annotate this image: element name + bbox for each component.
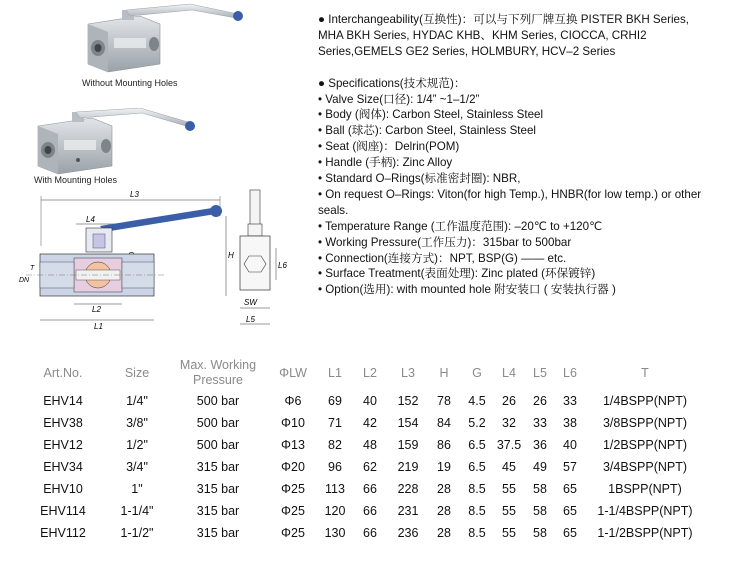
cell-g: 8.5	[468, 504, 486, 518]
interchange-line-3: Series,GEMELS GE2 Series, HOLMBURY, HCV–2 Series	[318, 44, 616, 58]
table-row	[20, 478, 706, 500]
cell-l4: 55	[502, 482, 516, 496]
cell-l4: 37.5	[496, 438, 522, 452]
cell-g: 8.5	[468, 526, 486, 540]
header-h: H	[439, 366, 449, 380]
cell-art-no: EHV10	[43, 482, 83, 496]
header-t: T	[641, 366, 649, 380]
front-view-drawing	[16, 186, 236, 336]
interchange-title: ● Interchangeability(互换性)：可以与下列厂牌互换 PISTER BKH Series,	[318, 13, 690, 26]
spec-item: • Body (阀体): Carbon Steel, Stainless Steel	[318, 108, 544, 122]
header-lw: ΦLW	[279, 366, 307, 380]
cell-l5: 58	[533, 504, 547, 518]
spec-title: ● Specifications(技术规范)：	[318, 76, 466, 90]
cell-l5: 58	[533, 482, 547, 496]
cell-art-no: EHV38	[43, 416, 83, 430]
table-header-row	[20, 356, 706, 390]
cell-lw: Φ13	[281, 438, 305, 452]
header-g: G	[472, 366, 482, 380]
spec-item: • Valve Size(口径): 1/4” ~1–1/2”	[318, 92, 480, 106]
valve-photo-icon	[70, 2, 250, 80]
cell-l5: 58	[533, 526, 547, 540]
cell-pressure: 315 bar	[196, 460, 240, 474]
label-l1: L1	[94, 322, 103, 331]
cell-size: 1/2"	[126, 438, 148, 452]
cell-pressure: 315 bar	[196, 482, 240, 496]
cell-pressure: 500 bar	[196, 394, 240, 408]
cell-l6: 65	[563, 482, 577, 496]
cell-art-no: EHV14	[43, 394, 83, 408]
cell-g: 4.5	[468, 394, 486, 408]
cell-l5: 26	[533, 394, 547, 408]
cell-l3: 236	[397, 526, 419, 540]
cell-l1: 113	[325, 482, 345, 496]
cell-t: 1/2BSPP(NPT)	[602, 438, 688, 452]
cell-t: 3/8BSPP(NPT)	[602, 416, 688, 430]
cell-lw: Φ25	[281, 482, 305, 496]
cell-h: 86	[437, 438, 451, 452]
cell-pressure: 315 bar	[196, 504, 240, 518]
header-l1: L1	[328, 366, 342, 380]
spec-item: • Working Pressure(工作压力)：315bar to 500bar	[318, 235, 572, 249]
cell-h: 28	[437, 482, 451, 496]
table-row	[20, 390, 706, 412]
spec-item: • On request O–Rings: Viton(for high Temp.), HNBR(for low temp.) or other	[318, 187, 702, 201]
cell-l4: 55	[502, 504, 516, 518]
cell-l6: 65	[563, 526, 577, 540]
cell-lw: Φ10	[281, 416, 305, 430]
table-row	[20, 522, 706, 544]
specifications-block	[318, 12, 701, 298]
cell-l2: 62	[363, 460, 377, 474]
spec-item: seals.	[318, 203, 349, 217]
cell-l3: 219	[397, 460, 419, 474]
label-l2: L2	[92, 305, 101, 314]
cell-l4: 26	[502, 394, 516, 408]
label-dn: DN	[19, 277, 30, 284]
cell-l4: 45	[502, 460, 516, 474]
cell-art-no: EHV112	[40, 526, 86, 540]
cell-l5: 36	[533, 438, 547, 452]
cell-l3: 228	[397, 482, 419, 496]
table-row	[20, 434, 706, 456]
cell-art-no: EHV114	[40, 504, 86, 518]
cell-l1: 71	[328, 416, 342, 430]
spec-item: • Seat (阀座)：Delrin(POM)	[318, 140, 460, 154]
table-row	[20, 500, 706, 522]
cell-size: 1"	[131, 482, 143, 496]
cell-l3: 231	[397, 504, 419, 518]
cell-h: 84	[437, 416, 451, 430]
cell-pressure: 500 bar	[196, 416, 240, 430]
valve-with-holes-icon	[22, 108, 202, 176]
cell-l2: 66	[363, 526, 377, 540]
cell-l1: 69	[328, 394, 342, 408]
cell-l2: 42	[363, 416, 377, 430]
label-sw: SW	[244, 298, 257, 307]
cell-t: 1/4BSPP(NPT)	[602, 394, 688, 408]
cell-g: 8.5	[468, 482, 486, 496]
label-l6: L6	[278, 261, 287, 270]
label-t: T	[30, 265, 35, 272]
side-view-drawing	[236, 184, 306, 334]
cell-size: 1/4"	[126, 394, 148, 408]
cell-size: 1-1/4"	[120, 504, 154, 518]
cell-l3: 159	[397, 438, 419, 452]
cell-t: 1-1/2BSPP(NPT)	[597, 526, 693, 540]
spec-item: • Surface Treatment(表面处理): Zinc plated (环保镀锌)	[318, 267, 596, 281]
spec-item: • Temperature Range (工作温度范围): –20℃ to +120℃	[318, 219, 603, 233]
cell-t: 1BSPP(NPT)	[608, 482, 682, 496]
cell-art-no: EHV12	[43, 438, 83, 452]
cell-l6: 57	[563, 460, 577, 474]
cell-l4: 32	[502, 416, 516, 430]
cell-art-no: EHV34	[43, 460, 83, 474]
spec-item: • Connection(连接方式)：NPT, BSP(G) —— etc.	[318, 251, 567, 265]
cell-l6: 33	[563, 394, 577, 408]
cell-l6: 38	[563, 416, 577, 430]
cell-l1: 96	[328, 460, 342, 474]
cell-pressure: 500 bar	[196, 438, 240, 452]
label-l5: L5	[246, 315, 255, 324]
cell-h: 19	[437, 460, 451, 474]
photo-caption-with: With Mounting Holes	[34, 175, 118, 185]
header-l3: L3	[401, 366, 415, 380]
table-row	[20, 412, 706, 434]
header-l2: L2	[363, 366, 377, 380]
header-l5: L5	[533, 366, 547, 380]
header-size: Size	[124, 366, 150, 380]
spec-item: • Standard O–Rings(标准密封圈): NBR,	[318, 172, 521, 186]
photo-without-mounting-holes	[70, 2, 250, 88]
cell-g: 6.5	[468, 438, 486, 452]
photo-with-mounting-holes	[22, 108, 202, 184]
header-art-no: Art.No.	[43, 366, 83, 380]
cell-size: 3/4"	[126, 460, 148, 474]
spec-item: • Option(选用): with mounted hole 附安装口 ( 安装执行器 )	[318, 283, 616, 297]
cell-l2: 66	[363, 482, 377, 496]
cell-l1: 82	[328, 438, 342, 452]
cell-l6: 65	[563, 504, 577, 518]
header-l4: L4	[502, 366, 516, 380]
cell-lw: Φ25	[281, 504, 305, 518]
cell-l4: 55	[502, 526, 516, 540]
dimensions-table	[20, 356, 706, 544]
cell-l5: 49	[533, 460, 547, 474]
cell-l2: 48	[363, 438, 377, 452]
technical-drawing-front	[16, 186, 236, 336]
label-l3: L3	[130, 190, 139, 199]
cell-size: 3/8"	[126, 416, 148, 430]
cell-h: 78	[437, 394, 451, 408]
cell-g: 5.2	[468, 416, 486, 430]
interchange-line-2: MHA BKH Series, HYDAC KHB、KHM Series, CIOCCA, CRHI2	[318, 28, 647, 42]
cell-l6: 40	[563, 438, 577, 452]
cell-l1: 130	[324, 526, 346, 540]
label-l4: L4	[86, 215, 95, 224]
cell-t: 1-1/4BSPP(NPT)	[597, 504, 693, 518]
spec-item: • Ball (球芯): Carbon Steel, Stainless Steel	[318, 124, 536, 138]
cell-lw: Φ25	[281, 526, 305, 540]
cell-lw: Φ20	[281, 460, 305, 474]
photo-caption-without: Without Mounting Holes	[82, 78, 178, 88]
cell-pressure: 315 bar	[196, 526, 240, 540]
cell-l2: 40	[363, 394, 377, 408]
table-row	[20, 456, 706, 478]
header-pressure: Max. Working Pressure	[179, 358, 257, 387]
cell-lw: Φ6	[284, 394, 302, 408]
technical-drawing-side	[236, 184, 306, 334]
cell-l1: 120	[324, 504, 346, 518]
cell-t: 3/4BSPP(NPT)	[602, 460, 688, 474]
cell-h: 28	[437, 526, 451, 540]
cell-l3: 152	[397, 394, 419, 408]
cell-l3: 154	[397, 416, 419, 430]
cell-l5: 33	[533, 416, 547, 430]
header-l6: L6	[563, 366, 577, 380]
spec-item: • Handle (手柄): Zinc Alloy	[318, 156, 453, 170]
cell-size: 1-1/2"	[120, 526, 154, 540]
cell-h: 28	[437, 504, 451, 518]
cell-l2: 66	[363, 504, 377, 518]
label-h: H	[228, 251, 234, 260]
cell-g: 6.5	[468, 460, 486, 474]
